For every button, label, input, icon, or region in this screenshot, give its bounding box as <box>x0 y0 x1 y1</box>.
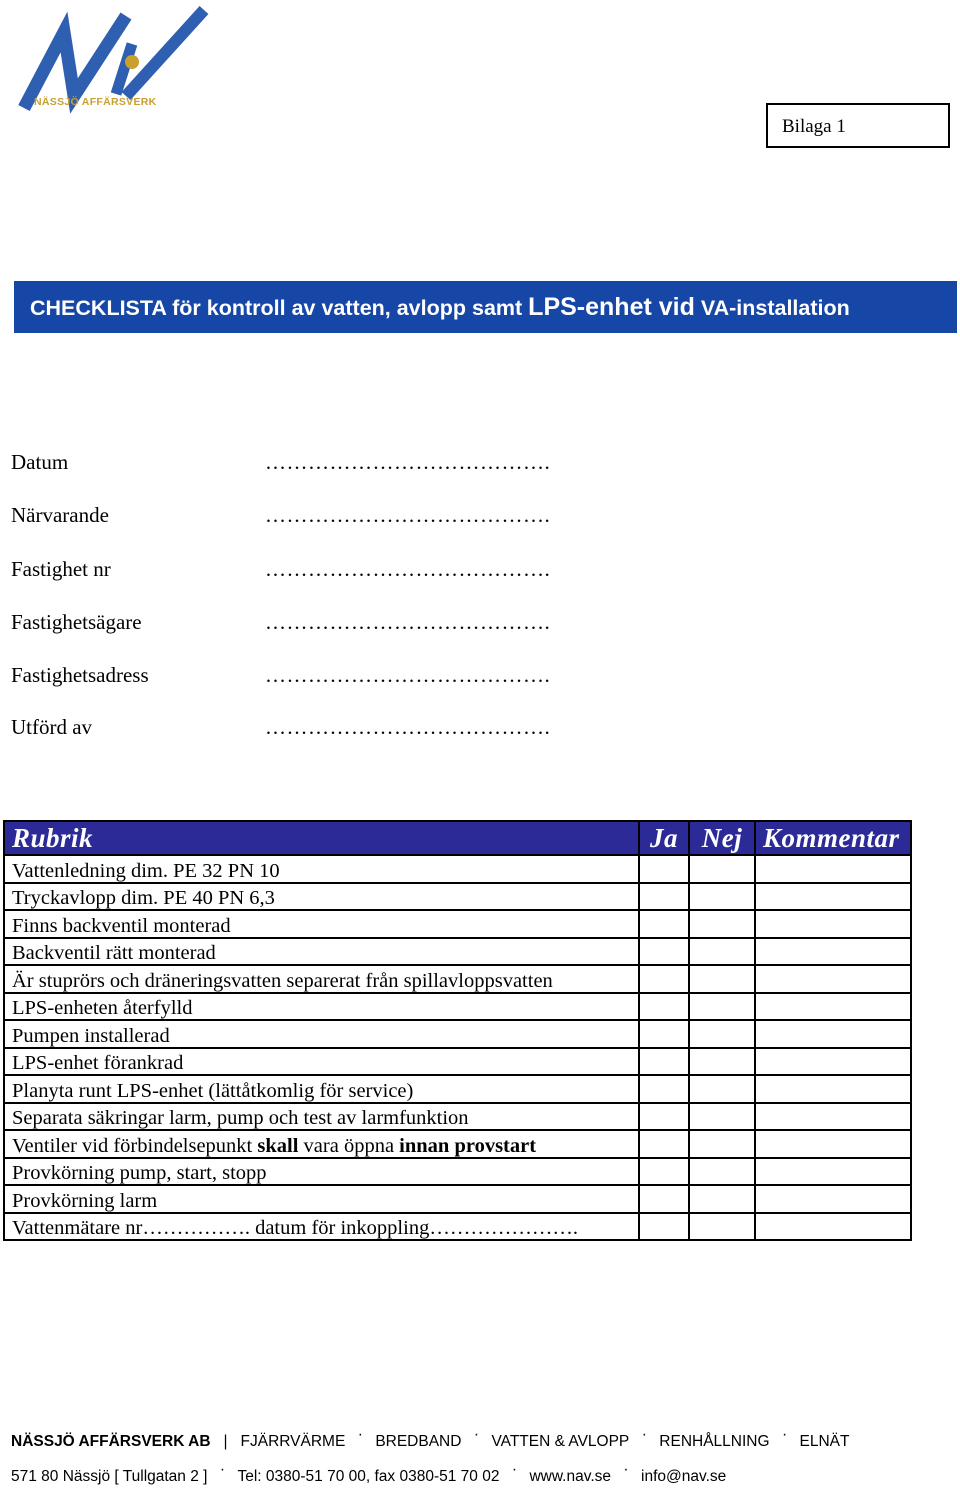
row-label: Vattenledning dim. PE 32 PN 10 <box>4 855 639 883</box>
row-label: LPS-enhet förankrad <box>4 1048 639 1076</box>
footer-pipe: | <box>223 1433 228 1450</box>
table-row <box>4 1130 911 1158</box>
nej-cell[interactable] <box>689 965 755 993</box>
footer-dot: · <box>357 1426 363 1443</box>
kommentar-cell[interactable] <box>755 1048 911 1076</box>
ja-cell[interactable] <box>639 910 689 938</box>
table-row <box>4 1075 911 1103</box>
row-label: Tryckavlopp dim. PE 40 PN 6,3 <box>4 883 639 911</box>
header-rubrik: Rubrik <box>4 821 639 855</box>
ja-cell[interactable] <box>639 965 689 993</box>
kommentar-cell[interactable] <box>755 1185 911 1213</box>
footer-dot: · <box>623 1461 629 1478</box>
header-nej: Nej <box>689 821 755 855</box>
footer-dot: · <box>781 1426 788 1443</box>
info-label: Fastighetsägare <box>11 610 142 634</box>
nej-cell[interactable] <box>689 1075 755 1103</box>
footer-services <box>11 1426 850 1451</box>
footer-phone: Tel: 0380-51 70 00, fax 0380-51 70 02 <box>237 1468 500 1485</box>
row-label: Provkörning larm <box>4 1185 639 1213</box>
footer-service: RENHÅLLNING <box>659 1433 770 1450</box>
info-dots: …………………………………. <box>265 557 551 581</box>
info-field-datum <box>11 450 711 480</box>
header-kommentar: Kommentar <box>755 821 911 855</box>
info-label: Utförd av <box>11 715 93 739</box>
kommentar-cell[interactable] <box>755 855 911 883</box>
ja-cell[interactable] <box>639 1130 689 1158</box>
info-label: Närvarande <box>11 503 109 527</box>
attachment-label: Bilaga 1 <box>766 103 950 148</box>
title-part-1: CHECKLISTA för kontroll av vatten, avlopp samt <box>30 296 523 320</box>
row-label-ventiler <box>4 1130 639 1158</box>
nej-cell[interactable] <box>689 1130 755 1158</box>
footer-service: VATTEN & AVLOPP <box>491 1433 630 1450</box>
kommentar-cell[interactable] <box>755 1213 911 1241</box>
table-row <box>4 1185 911 1213</box>
kommentar-cell[interactable] <box>755 1158 911 1186</box>
ja-cell[interactable] <box>639 1158 689 1186</box>
table-row <box>4 1103 911 1131</box>
footer-dot: · <box>219 1461 226 1478</box>
checklist-table <box>3 820 912 1241</box>
kommentar-cell[interactable] <box>755 1130 911 1158</box>
table-row <box>4 883 911 911</box>
row-label: LPS-enheten återfylld <box>4 993 639 1021</box>
document-title <box>14 281 957 333</box>
ventiler-text-c: vara öppna <box>298 1134 400 1157</box>
ventiler-text-a: Ventiler vid förbindelsepunkt <box>12 1134 258 1157</box>
nej-cell[interactable] <box>689 910 755 938</box>
nej-cell[interactable] <box>689 938 755 966</box>
nej-cell[interactable] <box>689 883 755 911</box>
logo-text: NÄSSJÖ AFFÄRSVERK <box>34 96 157 108</box>
ja-cell[interactable] <box>639 1213 689 1241</box>
footer-service: ELNÄT <box>799 1433 850 1450</box>
row-label: Provkörning pump, start, stopp <box>4 1158 639 1186</box>
info-dots: …………………………………. <box>265 450 551 474</box>
ja-cell[interactable] <box>639 1103 689 1131</box>
ja-cell[interactable] <box>639 1075 689 1103</box>
table-row <box>4 855 911 883</box>
table-row <box>4 1048 911 1076</box>
row-label: Finns backventil monterad <box>4 910 639 938</box>
row-label: Är stuprörs och dräneringsvatten separerat från spillavloppsvatten <box>4 965 639 993</box>
kommentar-cell[interactable] <box>755 965 911 993</box>
title-part-2: LPS-enhet vid <box>528 293 695 321</box>
table-row <box>4 938 911 966</box>
kommentar-cell[interactable] <box>755 1103 911 1131</box>
nej-cell[interactable] <box>689 1158 755 1186</box>
info-label: Datum <box>11 450 69 474</box>
table-row <box>4 910 911 938</box>
title-part-3: VA-installation <box>700 296 850 320</box>
nej-cell[interactable] <box>689 1213 755 1241</box>
ja-cell[interactable] <box>639 993 689 1021</box>
row-label: Backventil rätt monterad <box>4 938 639 966</box>
footer-dot: · <box>473 1426 480 1443</box>
info-dots: …………………………………. <box>265 663 551 687</box>
kommentar-cell[interactable] <box>755 883 911 911</box>
info-label: Fastighetsadress <box>11 663 149 687</box>
ja-cell[interactable] <box>639 1020 689 1048</box>
footer-address: 571 80 Nässjö [ Tullgatan 2 ] <box>11 1468 208 1485</box>
footer-contact <box>11 1461 727 1486</box>
info-dots: …………………………………. <box>265 503 551 527</box>
info-label: Fastighet nr <box>11 557 111 581</box>
table-row <box>4 1158 911 1186</box>
nej-cell[interactable] <box>689 855 755 883</box>
nej-cell[interactable] <box>689 993 755 1021</box>
row-label: Vattenmätare nr……………. datum för inkoppling…………………. <box>4 1213 639 1241</box>
kommentar-cell[interactable] <box>755 1020 911 1048</box>
nej-cell[interactable] <box>689 1103 755 1131</box>
nej-cell[interactable] <box>689 1048 755 1076</box>
footer-service: FJÄRRVÄRME <box>240 1433 346 1450</box>
table-row <box>4 1213 911 1241</box>
kommentar-cell[interactable] <box>755 910 911 938</box>
ja-cell[interactable] <box>639 1185 689 1213</box>
ja-cell[interactable] <box>639 1048 689 1076</box>
info-dots: …………………………………. <box>265 610 551 634</box>
footer-web-link[interactable]: www.nav.se <box>529 1468 612 1485</box>
ja-cell[interactable] <box>639 883 689 911</box>
info-dots: …………………………………. <box>265 715 551 739</box>
info-field-fastighetsagare <box>11 610 711 640</box>
footer-service: BREDBAND <box>375 1433 462 1450</box>
info-field-fastighet-nr <box>11 557 711 587</box>
ja-cell[interactable] <box>639 938 689 966</box>
kommentar-cell[interactable] <box>755 993 911 1021</box>
table-row <box>4 965 911 993</box>
footer-dot: · <box>641 1426 647 1443</box>
row-label: Planyta runt LPS-enhet (lättåtkomlig för service) <box>4 1075 639 1103</box>
nej-cell[interactable] <box>689 1020 755 1048</box>
kommentar-cell[interactable] <box>755 1075 911 1103</box>
table-row <box>4 993 911 1021</box>
row-label: Separata säkringar larm, pump och test av larmfunktion <box>4 1103 639 1131</box>
table-row <box>4 1020 911 1048</box>
ventiler-text-b: skall <box>257 1134 299 1157</box>
footer-email-link[interactable]: info@nav.se <box>641 1468 727 1485</box>
footer-dot: · <box>511 1461 518 1478</box>
nej-cell[interactable] <box>689 1185 755 1213</box>
info-field-narvarande <box>11 503 711 533</box>
info-field-utford-av <box>11 715 711 745</box>
info-field-fastighetsadress <box>11 663 711 693</box>
row-label: Pumpen installerad <box>4 1020 639 1048</box>
ja-cell[interactable] <box>639 855 689 883</box>
table-header-row <box>4 821 911 855</box>
kommentar-cell[interactable] <box>755 938 911 966</box>
header-ja: Ja <box>639 821 689 855</box>
ventiler-text-d: innan provstart <box>399 1134 537 1157</box>
footer-company: NÄSSJÖ AFFÄRSVERK AB <box>11 1433 211 1450</box>
